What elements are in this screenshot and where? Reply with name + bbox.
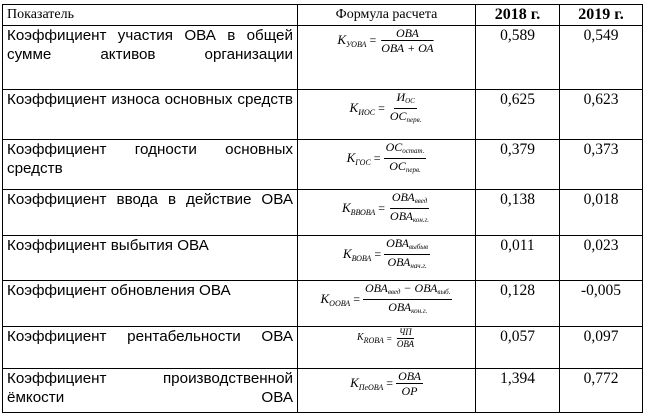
formula-cell	[298, 327, 476, 369]
indicator-name: Коэффициент ввода в действие ОВА	[3, 190, 298, 236]
table-row	[3, 327, 643, 369]
formula-cell	[298, 369, 476, 413]
value-2018: 0,138	[476, 190, 560, 236]
value-2019: -0,005	[560, 281, 643, 327]
table-row	[3, 369, 643, 413]
header-year-2018: 2018 г.	[476, 5, 560, 26]
table-row	[3, 140, 643, 190]
indicator-name: Коэффициент производственной ёмкости ОВА	[3, 369, 298, 413]
table-row	[3, 26, 643, 90]
value-2019: 0,623	[560, 90, 643, 140]
value-2018: 0,128	[476, 281, 560, 327]
formula: $К_{ИОС}$ = $\frac{И_{ОС}}{ОС_{перв.}}$	[349, 90, 422, 124]
table-row	[3, 236, 643, 281]
formula-cell	[298, 281, 476, 327]
formula: $К_{ВВОВА}$ = $\frac{ОВА_{введ}}{ОВА_{кон.г.}}$	[341, 190, 430, 224]
indicator-name: Коэффициент участия ОВА в общей сумме активов организации	[3, 26, 298, 90]
formula: $К_{ООВА}$ = $\frac{ОВА_{введ} - ОВА_{выб.}}{ОВА_{кон.г.}}$	[320, 281, 451, 315]
formula: $К_{ПеОВА}$ = $\frac{\text{ОВА}}{ОР}$	[350, 369, 421, 398]
value-2019: 0,023	[560, 236, 643, 281]
table-row	[3, 90, 643, 140]
header-row	[3, 5, 643, 26]
formula-cell	[298, 26, 476, 90]
value-2019: 0,373	[560, 140, 643, 190]
table-row	[3, 281, 643, 327]
value-2018: 0,589	[476, 26, 560, 90]
formula-cell	[298, 140, 476, 190]
value-2019: 0,097	[560, 327, 643, 369]
formula: $К_{RОВА}$ = $\frac{ЧП}{\text{ОВА}}$	[356, 327, 414, 349]
indicator-name: Коэффициент годности основных средств	[3, 140, 298, 190]
formula: $К_{УОВА}$ = $\frac{\text{ОВА}}{\text{ОВА + ОА}}$	[337, 26, 434, 55]
value-2019: 0,549	[560, 26, 643, 90]
value-2018: 0,625	[476, 90, 560, 140]
formula: $К_{ВОВА}$ = $\frac{ОВА_{выбыв}}{ОВА_{нач.г.}}$	[342, 236, 429, 270]
header-formula: Формула расчета	[298, 5, 476, 26]
value-2018: 0,011	[476, 236, 560, 281]
formula-cell	[298, 236, 476, 281]
indicator-name: Коэффициент износа основных средств	[3, 90, 298, 140]
formula: $К_{ГОС}$ = $\frac{ОС_{остат.}}{ОС_{перв.}}$	[346, 140, 425, 174]
value-2019: 0,772	[560, 369, 643, 413]
header-indicator: Показатель	[3, 5, 298, 26]
indicator-name: Коэффициент выбытия ОВА	[3, 236, 298, 281]
formula-cell	[298, 190, 476, 236]
value-2019: 0,018	[560, 190, 643, 236]
value-2018: 0,057	[476, 327, 560, 369]
header-year-2019: 2019 г.	[560, 5, 643, 26]
indicator-name: Коэффициент рентабельности ОВА	[3, 327, 298, 369]
table-row	[3, 190, 643, 236]
indicators-table	[2, 4, 643, 413]
value-2018: 0,379	[476, 140, 560, 190]
indicator-name: Коэффициент обновления ОВА	[3, 281, 298, 327]
value-2018: 1,394	[476, 369, 560, 413]
formula-cell	[298, 90, 476, 140]
